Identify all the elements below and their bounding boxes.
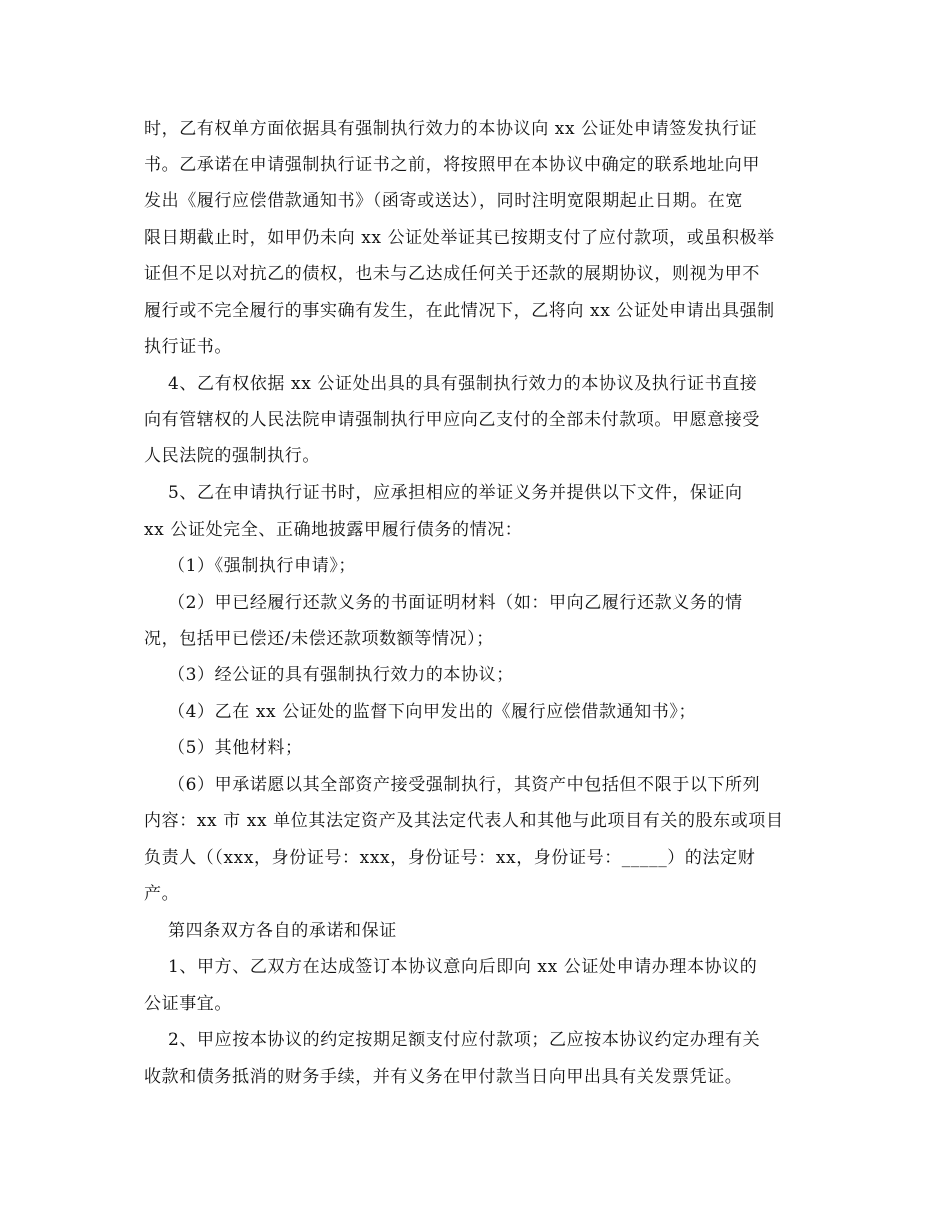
- text-line: 人民法院的强制执行。: [144, 446, 320, 466]
- text-line: 书。乙承诺在申请强制执行证书之前，将按照甲在本协议中确定的联系地址向甲: [144, 155, 760, 175]
- text-line: （1）《强制执行申请》；: [144, 556, 357, 576]
- text-line: 况，包括甲已偿还/未偿还款项数额等情况）；: [144, 629, 494, 649]
- text-line: 4、乙有权依据 xx 公证处出具的具有强制执行效力的本协议及执行证书直接: [144, 374, 758, 394]
- section-heading: 第四条双方各自的承诺和保证: [144, 921, 397, 941]
- text-line: （5）其他材料；: [144, 738, 303, 758]
- text-line: 履行或不完全履行的事实确有发生，在此情况下，乙将向 xx 公证处申请出具强制: [144, 301, 775, 321]
- text-line: 执行证书。: [144, 337, 232, 357]
- text-line: 产。: [144, 884, 180, 904]
- text-line: （3）经公证的具有强制执行效力的本协议；: [144, 665, 514, 685]
- text-line: 发出《履行应偿借款通知书》（函寄或送达），同时注明宽限期起止日期。在宽: [144, 191, 743, 211]
- text-line: 向有管辖权的人民法院申请强制执行甲应向乙支付的全部未付款项。甲愿意接受: [144, 410, 760, 430]
- text-line: （6）甲承诺愿以其全部资产接受强制执行，其资产中包括但不限于以下所列: [144, 775, 761, 795]
- text-line: 内容：xx 市 xx 单位其法定资产及其法定代表人和其他与此项目有关的股东或项目: [144, 811, 784, 831]
- text-line: 限日期截止时，如甲仍未向 xx 公证处举证其已按期支付了应付款项，或虽积极举: [144, 228, 775, 248]
- text-line: 2、甲应按本协议的约定按期足额支付应付款项；乙应按本协议约定办理有关: [144, 1030, 761, 1050]
- text-line: 时，乙有权单方面依据具有强制执行效力的本协议向 xx 公证处申请签发执行证: [144, 119, 758, 139]
- text-line: （2）甲已经履行还款义务的书面证明材料（如：甲向乙履行还款义务的情: [144, 593, 743, 613]
- text-line: 证但不足以对抗乙的债权，也未与乙达成任何关于还款的展期协议，则视为甲不: [144, 264, 760, 284]
- text-line: （4）乙在 xx 公证处的监督下向甲发出的《履行应偿借款通知书》；: [144, 702, 697, 722]
- text-line: 5、乙在申请执行证书时，应承担相应的举证义务并提供以下文件，保证向: [144, 483, 743, 503]
- text-line: xx 公证处完全、正确地披露甲履行债务的情况：: [144, 520, 523, 540]
- text-line: 公证事宜。: [144, 994, 232, 1014]
- text-line: 1、甲方、乙双方在达成签订本协议意向后即向 xx 公证处申请办理本协议的: [144, 957, 758, 977]
- text-line: 收款和债务抵消的财务手续，并有义务在甲付款当日向甲出具有关发票凭证。: [144, 1067, 743, 1087]
- text-line: 负责人（（xxx，身份证号：xxx，身份证号：xx，身份证号：_____）的法定财: [144, 848, 756, 868]
